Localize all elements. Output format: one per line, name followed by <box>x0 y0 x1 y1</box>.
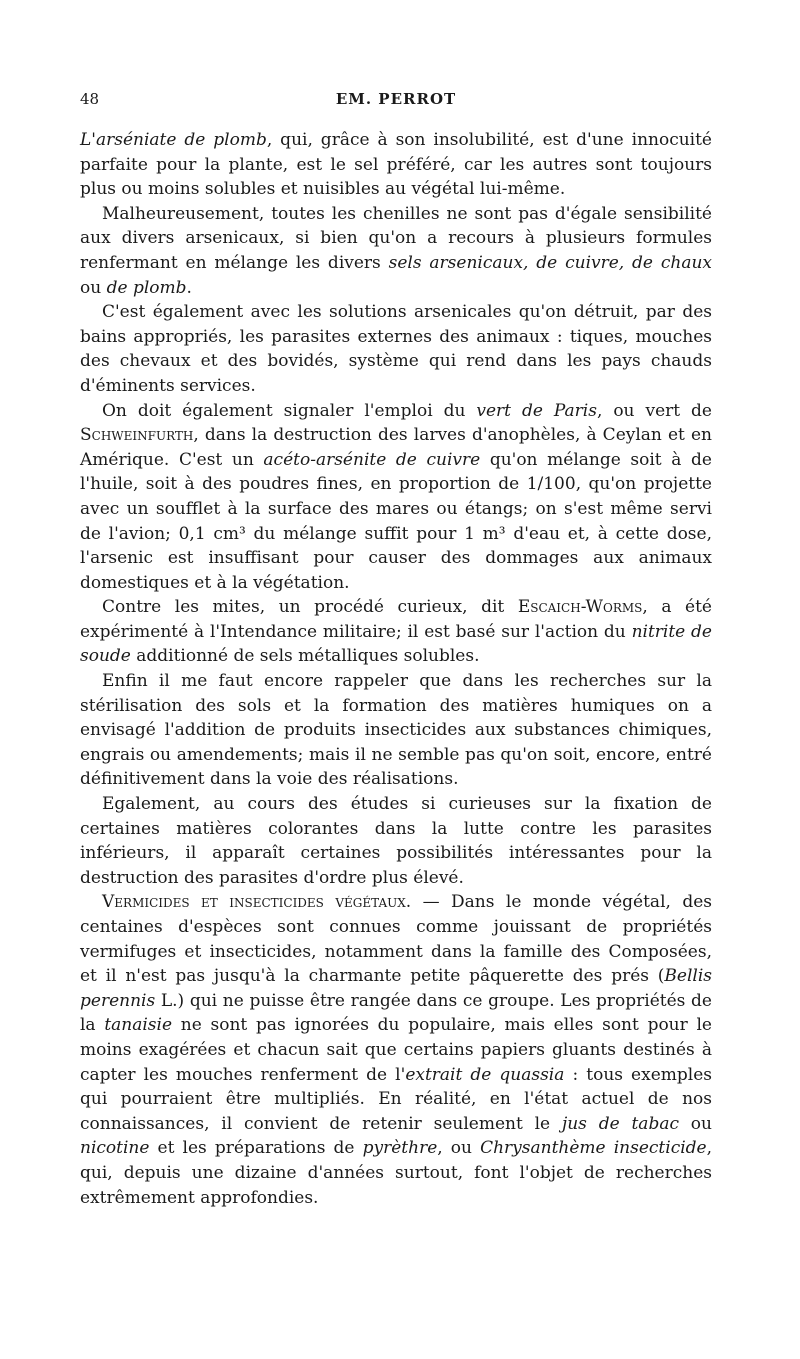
text-run: . <box>186 277 192 298</box>
small-caps-run: Escaich-Worms <box>517 597 643 618</box>
text-run: Egalement, au cours des études si curieuses sur la fixation de certaines matières colorantes dans la lutte contre les parasites inférieurs, il apparaît certaines possibilités intéressantes pour la destruction des parasites d'ordre plus élevé. <box>80 794 712 888</box>
italic-run: pyrèthre <box>362 1138 438 1159</box>
paragraph <box>80 669 712 792</box>
text-run: additionné de sels métalliques solubles. <box>130 646 480 667</box>
text-run: et les préparations de <box>149 1138 363 1159</box>
italic-run: sels arsenicaux, de cuivre, de chaux <box>388 252 712 273</box>
text-run: . — Dans le monde végétal, des centaines d'espèces sont connues comme jouissant de propriétés vermifuges et insecticides, notamment dans la famille des Composées, et il n'est pas jusqu'à la charmante petite pâquerette des prés ( <box>80 892 712 987</box>
text-run: : tous exemples qui pourraient être multipliés. En réalité, en l'état actuel de nos connaissances, il convient de retenir seulement le <box>80 1064 712 1134</box>
italic-run: Chrysanthème insecticide <box>480 1138 707 1159</box>
text-run: L.) qui ne puisse être rangée dans ce groupe. Les propriétés de la <box>80 990 712 1036</box>
text-run: Enfin il me faut encore rappeler que dans les recherches sur la stérilisation des sols et la formation des matières humiques on a envisagé l'addition de produits insecticides aux substances chimiques, engrais ou amendements; mais il ne semble pas qu'on soit, encore, entré définitivement dans la voie des réalisations. <box>80 671 712 790</box>
text-run: qu'on mélange soit à de l'huile, soit à des poudres fines, en proportion de 1/100, qu'on projette avec un soufflet à la surface des mares ou étangs; on s'est même servi de l'avion; 0,1 cm³ du mélange suffit pour 1 m³ d'eau et, à cette dose, l'arsenic est insuffisant pour causer des dommages aux animaux domestiques et à la végétation. <box>80 449 712 593</box>
italic-run: acéto-arsénite de cuivre <box>263 449 481 470</box>
paragraph <box>80 792 712 890</box>
body-text <box>80 128 712 1210</box>
italic-run: nicotine <box>80 1138 150 1159</box>
text-run: ou <box>678 1113 712 1134</box>
running-head: EM. PERROT <box>335 90 457 108</box>
page-header <box>80 90 712 114</box>
text-run: On doit également signaler l'emploi du <box>102 400 477 421</box>
italic-run: Bellis perennis <box>80 966 712 1011</box>
paragraph <box>80 300 712 398</box>
italic-run: de plomb <box>106 277 187 298</box>
text-run: , ou vert de <box>596 400 712 421</box>
paragraph <box>80 595 712 669</box>
small-caps-run: Vermicides et insecticides végétaux <box>102 892 406 913</box>
small-caps-run: Schweinfurth <box>80 425 194 446</box>
text-run: , qui, grâce à son insolubilité, est d'une innocuité parfaite pour la plante, est le sel préféré, car les autres sont toujours plus ou moins solubles et nuisibles au végétal lui-même. <box>80 130 712 200</box>
italic-run: vert de Paris <box>476 400 597 421</box>
paragraph <box>80 399 712 596</box>
text-run: ou <box>80 277 107 298</box>
text-run: , qui, depuis une dizaine d'années surtout, font l'objet de recherches extrêmement approfondies. <box>80 1138 712 1208</box>
italic-run: jus de tabac <box>561 1113 679 1134</box>
italic-run: tanaisie <box>104 1015 173 1036</box>
text-run: , a été expérimenté à l'Intendance militaire; il est basé sur l'action du <box>80 597 712 642</box>
italic-run: nitrite de soude <box>80 621 712 667</box>
text-run: C'est également avec les solutions arsenicales qu'on détruit, par des bains appropriés, les parasites externes des animaux : tiques, mouches des chevaux et des bovidés, système qui rend dans les pays chauds d'éminents services. <box>80 302 712 396</box>
text-run: Contre les mites, un procédé curieux, dit <box>102 597 518 618</box>
text-run: , dans la destruction des larves d'anophèles, à Ceylan et en Amérique. C'est un <box>80 425 712 470</box>
italic-run: L'arséniate de plomb <box>80 130 267 150</box>
paragraph <box>80 202 712 300</box>
text-run: , ou <box>437 1138 481 1159</box>
book-page <box>80 90 712 1210</box>
paragraph <box>80 890 712 1210</box>
text-run: ne sont pas ignorées du populaire, mais elles sont pour le moins exagérées et chacun sait que certains papiers gluants destinés à capter les mouches renferment de l' <box>80 1015 712 1085</box>
paragraph <box>80 128 712 202</box>
text-run: Malheureusement, toutes les chenilles ne sont pas d'égale sensibilité aux divers arsenicaux, si bien qu'on a recours à plusieurs formules renfermant en mélange les divers <box>80 203 712 273</box>
page-number: 48 <box>80 90 100 108</box>
italic-run: extrait de quassia <box>405 1064 565 1085</box>
